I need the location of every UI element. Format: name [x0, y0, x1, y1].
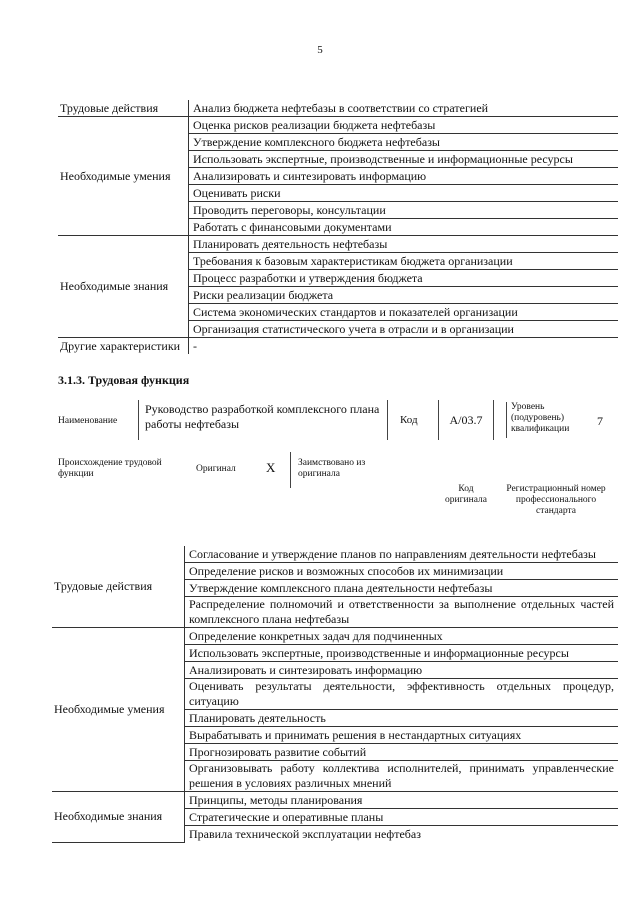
group-item: Планировать деятельность — [185, 710, 619, 727]
group-label: Трудовые действия — [52, 546, 185, 628]
group-item: Организация статистического учета в отрасли и в организации — [189, 321, 619, 338]
group-item: Процесс разработки и утверждения бюджета — [189, 270, 619, 287]
group-item: Анализировать и синтезировать информацию — [189, 168, 619, 185]
group-item: Распределение полномочий и ответственности за выполнение отдельных частей комплексного плана нефтебазы — [185, 597, 619, 628]
page-number: 5 — [317, 44, 323, 56]
group-item: Оценивать риски — [189, 185, 619, 202]
group-item: Анализировать и синтезировать информацию — [185, 662, 619, 679]
origin-label: Происхождение трудовой функции — [58, 458, 162, 479]
original-label: Оригинал — [196, 464, 236, 474]
group-item: Система экономических стандартов и показателей организации — [189, 304, 619, 321]
origin-code-label: Код оригинала — [445, 484, 487, 505]
group-label: Необходимые умения — [52, 628, 185, 792]
group-label: Другие характеристики — [58, 338, 189, 355]
table-row — [52, 792, 618, 809]
level-label: Уровень (подуровень) квалификации — [506, 402, 590, 438]
table-row — [58, 236, 618, 253]
group-item: Вырабатывать и принимать решения в нестандартных ситуациях — [185, 727, 619, 744]
group-item: Планировать деятельность нефтебазы — [189, 236, 619, 253]
group-item: Анализ бюджета нефтебазы в соответствии со стратегией — [189, 100, 619, 117]
group-item: Риски реализации бюджета — [189, 287, 619, 304]
group-item: Требования к базовым характеристикам бюджета организации — [189, 253, 619, 270]
section-heading: 3.1.3. Трудовая функция — [58, 373, 190, 387]
table-row — [58, 117, 618, 134]
function-name: Руководство разработкой комплексного плана работы нефтебазы — [145, 402, 380, 431]
table-row — [58, 100, 618, 117]
group-item: Использовать экспертные, производственные и информационные ресурсы — [185, 645, 619, 662]
competency-table-1 — [58, 100, 618, 354]
group-item: Определение конкретных задач для подчиненных — [185, 628, 619, 645]
group-label: Трудовые действия — [58, 100, 189, 117]
group-item: - — [193, 338, 197, 353]
group-label: Необходимые знания — [52, 792, 185, 843]
group-item: Согласование и утверждение планов по направлениям деятельности нефтебазы — [185, 546, 619, 563]
origin-divider — [290, 452, 291, 488]
code-label: Код — [400, 414, 418, 426]
function-name-box — [138, 400, 388, 440]
group-item: Прогнозировать развитие событий — [185, 744, 619, 761]
group-item: Оценка рисков реализации бюджета нефтебазы — [189, 117, 619, 134]
group-item: Определение рисков и возможных способов их минимизации — [185, 563, 619, 580]
table-row — [52, 546, 618, 563]
group-item: Организовывать работу коллектива исполнителей, принимать управленческие решения в условиях различных мнений — [185, 761, 619, 792]
group-item: Стратегические и оперативные планы — [185, 809, 619, 826]
group-item: Принципы, методы планирования — [185, 792, 619, 809]
table-row — [58, 338, 618, 355]
code-value: А/03.7 — [438, 400, 494, 440]
group-item: Работать с финансовыми документами — [189, 219, 619, 236]
group-item: Проводить переговоры, консультации — [189, 202, 619, 219]
original-mark: X — [266, 460, 276, 475]
group-label: Необходимые знания — [58, 236, 189, 338]
group-item: Правила технической эксплуатации нефтебаз — [189, 826, 421, 841]
group-item: Утверждение комплексного бюджета нефтебазы — [189, 134, 619, 151]
level-value: 7 — [597, 414, 603, 428]
group-item: Оценивать результаты деятельности, эффективность отдельных процедур, ситуацию — [185, 679, 619, 710]
reg-number-label: Регистрационный номер профессионального стандарта — [506, 484, 606, 516]
table-row — [52, 628, 618, 645]
group-item: Использовать экспертные, производственные и информационные ресурсы — [189, 151, 619, 168]
competency-table-2 — [52, 546, 618, 843]
group-item: Утверждение комплексного плана деятельности нефтебазы — [185, 580, 619, 597]
borrowed-label: Заимствовано из оригинала — [298, 458, 366, 479]
name-label: Наименование — [58, 416, 118, 426]
group-label: Необходимые умения — [58, 117, 189, 236]
